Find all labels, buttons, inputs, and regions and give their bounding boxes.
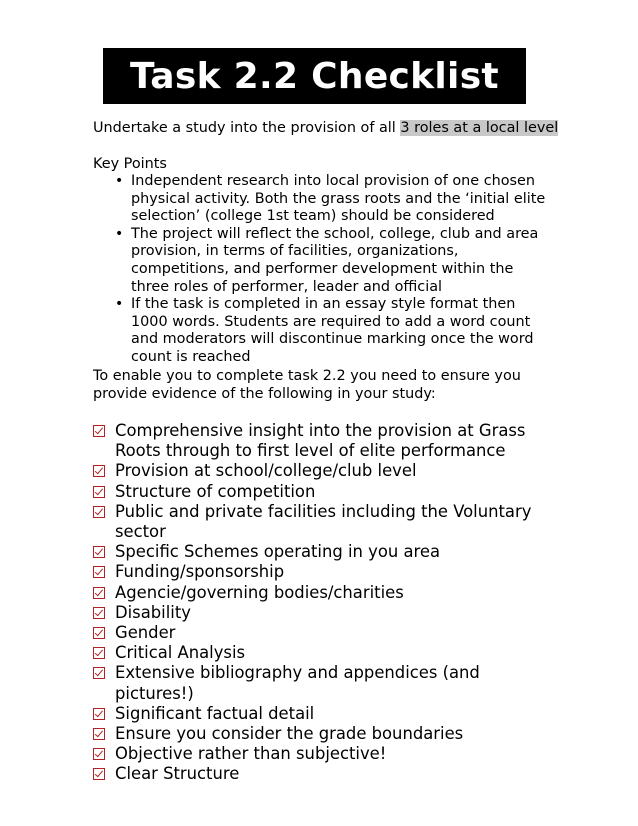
checklist-item: Disability <box>93 603 563 623</box>
intro-highlight: 3 roles at a local level <box>400 120 559 136</box>
checklist-item: Critical Analysis <box>93 643 563 663</box>
title-banner <box>103 48 526 104</box>
checkbox-checked-icon <box>93 647 105 659</box>
checkbox-checked-icon <box>93 566 105 578</box>
checklist-item: Funding/sponsorship <box>93 562 563 582</box>
checkbox-checked-icon <box>93 667 105 679</box>
checkbox-checked-icon <box>93 728 105 740</box>
bullet-icon: • <box>115 173 124 189</box>
checklist-item: Significant factual detail <box>93 704 563 724</box>
checklist-item: Ensure you consider the grade boundaries <box>93 724 563 744</box>
checklist-item: Provision at school/college/club level <box>93 461 563 481</box>
key-points-list <box>93 173 553 367</box>
intro-lead: Undertake a study into the provision of all <box>93 120 401 136</box>
checkbox-checked-icon <box>93 768 105 780</box>
checklist <box>93 421 563 785</box>
checkbox-checked-icon <box>93 425 105 437</box>
intro-text <box>93 119 558 137</box>
checkbox-checked-icon <box>93 506 105 518</box>
checklist-item: Clear Structure <box>93 764 563 784</box>
checkbox-checked-icon <box>93 486 105 498</box>
key-point-item: • Independent research into local provision of one chosen physical activity. Both the grass roots and the ‘initial elite selection’ (college 1st team) should be considered <box>115 173 546 225</box>
checklist-item: Objective rather than subjective! <box>93 744 563 764</box>
checkbox-checked-icon <box>93 708 105 720</box>
key-point-item: • If the task is completed in an essay style format then 1000 words. Students are required to add a word count and moderators will discontinue marking once the word count is reached <box>115 296 534 365</box>
checklist-item: Extensive bibliography and appendices (and pictures!) <box>93 663 563 703</box>
checkbox-checked-icon <box>93 748 105 760</box>
checklist-item: Structure of competition <box>93 482 563 502</box>
checkbox-checked-icon <box>93 587 105 599</box>
checklist-item: Comprehensive insight into the provision at Grass Roots through to first level of elite performance <box>93 421 563 461</box>
checkbox-checked-icon <box>93 546 105 558</box>
checkbox-checked-icon <box>93 607 105 619</box>
checklist-item: Gender <box>93 623 563 643</box>
page-title: Task 2.2 Checklist <box>130 55 499 97</box>
bullet-icon: • <box>115 225 124 242</box>
checklist-item: Specific Schemes operating in you area <box>93 542 563 562</box>
key-points-heading: Key Points <box>93 156 167 172</box>
checkbox-checked-icon <box>93 465 105 477</box>
checklist-item: Agencie/governing bodies/charities <box>93 583 563 603</box>
key-point-item: • The project will reflect the school, college, club and area provision, in terms of facilities, organizations, competitions, and performer development within the three roles of performer, leader and official <box>115 225 539 295</box>
bullet-icon: • <box>115 296 124 313</box>
checkbox-checked-icon <box>93 627 105 639</box>
enable-text: To enable you to complete task 2.2 you need to ensure you provide evidence of the following in your study: <box>93 368 521 402</box>
checklist-item: Public and private facilities including the Voluntary sector <box>93 502 563 542</box>
